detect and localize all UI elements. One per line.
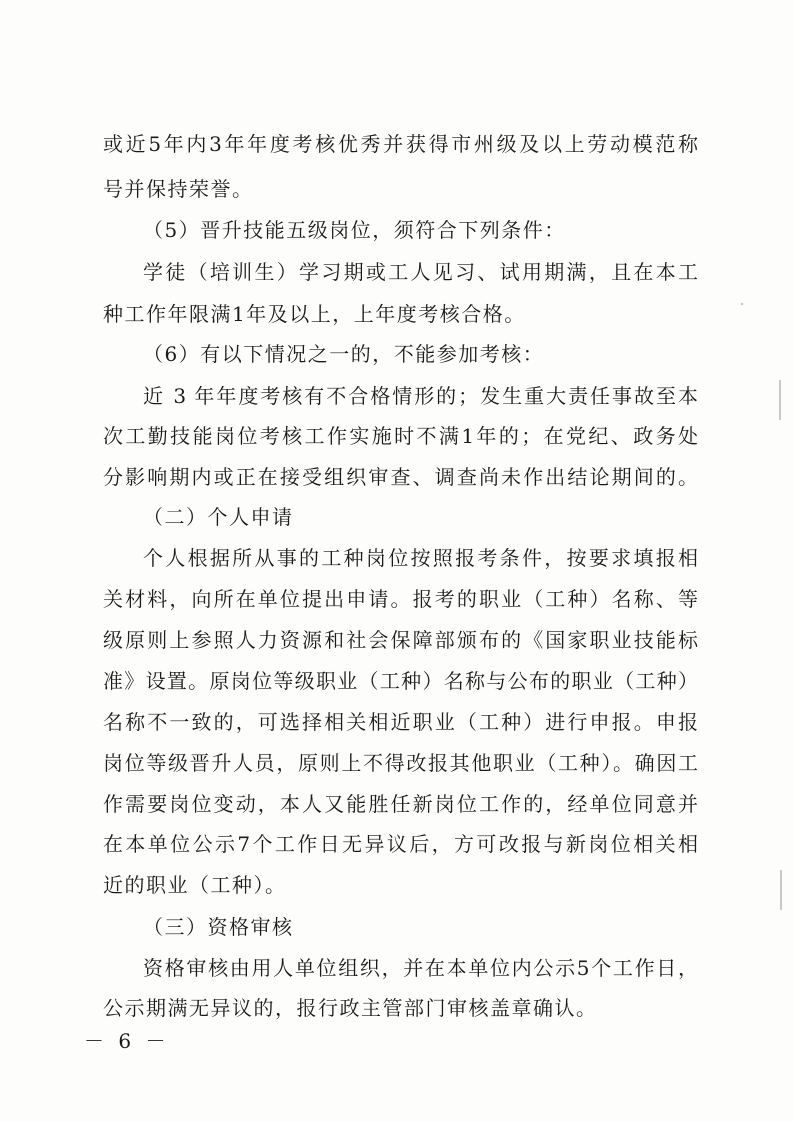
- item-6-heading: （6）有以下情况之一的，不能参加考核：: [143, 342, 545, 366]
- body-line-4: 学徒（培训生）学习期或工人见习、试用期满，且在本工: [143, 260, 698, 284]
- body-line-2: 号并保持荣誉。: [103, 177, 254, 201]
- section-2-heading: （二）个人申请: [143, 505, 294, 529]
- body-line-14: 准》设置。原岗位等级职业（工种）名称与公布的职业（工种）: [103, 669, 698, 693]
- body-line-22: 公示期满无异议的，报行政主管部门审核盖章确认。: [103, 996, 598, 1020]
- body-line-21: 资格审核由用人单位组织，并在本单位内公示5个工作日，: [143, 956, 698, 980]
- body-line-16: 岗位等级晋升人员，原则上不得改报其他职业（工种）。确因工: [103, 751, 698, 775]
- body-line-17: 作需要岗位变动，本人又能胜任新岗位工作的，经单位同意并: [103, 792, 698, 816]
- body-line-7: 近 3 年年度考核有不合格情形的；发生重大责任事故至本: [143, 384, 698, 408]
- scan-speck: [741, 303, 743, 305]
- body-line-13: 级原则上参照人力资源和社会保障部颁布的《国家职业技能标: [103, 628, 698, 652]
- page-number: － 6 －: [84, 1029, 170, 1053]
- body-line-11: 个人根据所从事的工种岗位按照报考条件，按要求填报相: [143, 546, 698, 570]
- body-line-1: 或近5年内3年年度考核优秀并获得市州级及以上劳动模范称: [103, 132, 698, 156]
- body-line-8: 次工勤技能岗位考核工作实施时不满1年的；在党纪、政务处: [103, 424, 698, 448]
- body-line-18: 在本单位公示7个工作日无异议后，方可改报与新岗位相关相: [103, 832, 698, 856]
- body-line-12: 关材料，向所在单位提出申请。报考的职业（工种）名称、等: [103, 587, 698, 611]
- item-5-heading: （5）晋升技能五级岗位，须符合下列条件：: [143, 218, 566, 242]
- section-3-heading: （三）资格审核: [143, 915, 294, 939]
- scan-edge-mark: [779, 380, 781, 420]
- body-line-5: 种工作年限满1年及以上，上年度考核合格。: [103, 302, 526, 326]
- body-line-19: 近的职业（工种）。: [103, 873, 287, 897]
- scan-edge-mark: [780, 870, 782, 910]
- body-line-9: 分影响期内或正在接受组织审查、调查尚未作出结论期间的。: [103, 465, 698, 489]
- body-line-15: 名称不一致的，可选择相关相近职业（工种）进行申报。申报: [103, 710, 698, 734]
